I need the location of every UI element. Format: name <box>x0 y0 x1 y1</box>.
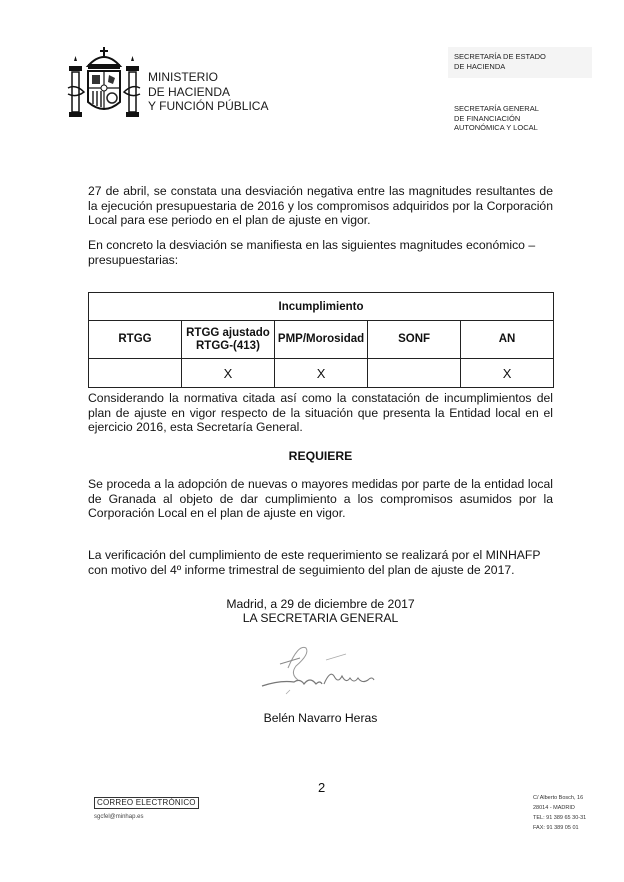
column-header-sonf: SONF <box>368 321 461 359</box>
paragraph-deviation: 27 de abril, se constata una desviación negativa entre las magnitudes resultantes de la ejecución presupuestaria de 2016 y los compromisos adquiridos por la Corporación Local para ese periodo en el plan de ajuste en vigor. <box>88 184 553 228</box>
noncompliance-table <box>88 292 554 388</box>
table-header-row <box>89 321 554 359</box>
table-row <box>89 359 554 388</box>
paragraph-verification: La verificación del cumplimiento de este requerimiento se realizará por el MINHAFP con motivo del 4º informe trimestral de seguimiento del plan de ajuste de 2017. <box>88 548 541 577</box>
column-header-rtgg: RTGG <box>89 321 182 359</box>
paragraph-magnitudes-intro: En concreto la desviación se manifiesta en las siguientes magnitudes económico – presupuestarias: <box>88 238 536 267</box>
cell-rtgg-ajustado: X <box>181 359 274 388</box>
cell-rtgg <box>89 359 182 388</box>
cell-pmp-morosidad: X <box>274 359 367 388</box>
cell-an: X <box>461 359 554 388</box>
closing-date: Madrid, a 29 de diciembre de 2017 <box>226 597 415 611</box>
column-header-rtgg-ajustado: RTGG ajustado RTGG-(413) <box>181 321 274 359</box>
secretaria-estado: SECRETARÍA DE ESTADO DE HACIENDA <box>454 52 546 71</box>
signer-name: Belén Navarro Heras <box>263 711 378 725</box>
email-address[interactable]: sgcfel@minhap.es <box>94 814 144 820</box>
spain-coat-of-arms-icon <box>64 44 144 128</box>
postal-address: C/ Alberto Bosch, 16 28014 - MADRID TEL: 91 389 65 30-31 FAX: 91 389 05 01 <box>533 795 587 831</box>
column-header-an: AN <box>461 321 554 359</box>
closing-title: LA SECRETARIA GENERAL <box>242 611 399 625</box>
ministry-name: MINISTERIO DE HACIENDA Y FUNCIÓN PÚBLICA <box>148 70 269 113</box>
table-title: Incumplimiento <box>89 293 554 321</box>
requiere-heading: REQUIERE <box>288 449 353 463</box>
table-title-row <box>89 293 554 321</box>
secretaria-general: SECRETARÍA GENERAL DE FINANCIACIÓN AUTONÓMICA Y LOCAL <box>454 104 539 132</box>
cell-sonf <box>368 359 461 388</box>
signature-icon <box>250 640 380 700</box>
paragraph-considerando: Considerando la normativa citada así como la constatación de incumplimientos del plan de ajuste en vigor respecto de la situación que presenta la Entidad local en el ejercicio 2016, esta Secretaría General. <box>88 391 553 435</box>
paragraph-requirement: Se proceda a la adopción de nuevas o mayores medidas por parte de la entidad local de Granada al objeto de dar cumplimiento a los compromisos asumidos por la Corporación Local en el plan de ajuste en vigor. <box>88 477 553 521</box>
email-label: CORREO ELECTRÓNICO <box>94 797 199 809</box>
column-header-pmp-morosidad: PMP/Morosidad <box>274 321 367 359</box>
page-number: 2 <box>318 780 326 795</box>
